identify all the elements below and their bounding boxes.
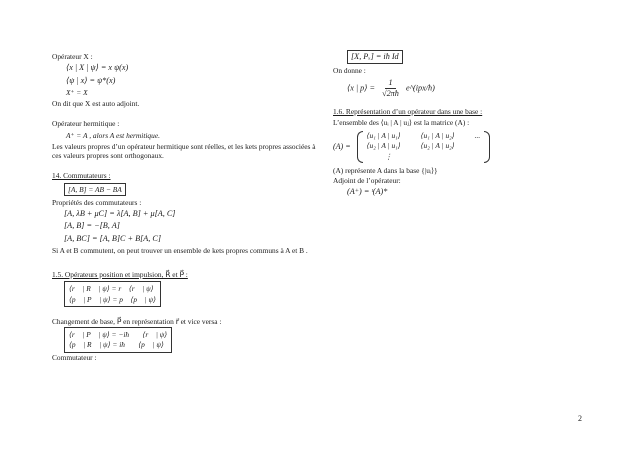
pos-eq-p: ⟨p⃗ | P⃗ | ψ⟩ = p⃗ ⟨p⃗ | ψ⟩ [69,294,157,304]
on-donne: On donne : [333,66,366,76]
prop-antisymmetry: [A, B] = −[B, A] [64,221,120,231]
comm-xp-box: [X, Pₓ] = iħ Id [347,50,403,64]
represents-text: (A) représente A dans la base {|uᵢ⟩} [333,165,438,175]
adjoint-heading: Adjoint de l’opérateur: [333,175,401,185]
props-heading: Propriétés des commutateurs : [52,197,142,207]
xp-exp: e^(ipx/ħ) [405,83,435,93]
matrix-cell: ⟨u₁ | A | u₁⟩ [366,130,401,140]
matrix-cell: ⋮ [384,151,393,161]
xp-eq [347,78,603,100]
commutator-label: Commutateur : [52,352,97,362]
herm-text: Les valeurs propres d’un opérateur hermitique sont réelles, et les kets propres associées à ces valeurs propres sont orthogonaux. [52,141,316,160]
eq-x-adjoint: X⁺ = X [66,87,88,97]
matrix [357,131,491,163]
herm-def: A⁺ = A , alors A est hermitique. [66,130,160,140]
rep-heading: 1.6. Représentation d’un opérateur dans une base : [333,107,483,116]
prop-product: [A, BC] = [A, B]C + B[A, C] [64,233,162,243]
matrix-cell [421,152,465,163]
rep-text: L’ensemble des ⟨uᵢ | A | uⱼ⟩ est la matrice (A) : [333,118,470,128]
prop-linearity: [A, λB + μC] = λ[A, B] + μ[A, C] [64,209,176,218]
change-eq-r: ⟨r⃗ | P⃗ | ψ⟩ = −iħ∇⃗ ⟨r⃗ | ψ⟩ [69,330,168,339]
self-adjoint-text: On dit que X est auto adjoint. [52,99,140,108]
matrix-label: (A) = [333,141,351,151]
xp-fraction [379,78,402,100]
change-eq-p: ⟨p⃗ | R⃗ | ψ⟩ = iħ∇⃗ ⟨p⃗ | ψ⟩ [69,340,164,350]
xp-den: √2πħ [382,88,399,98]
page-number: 2 [578,414,582,423]
left-column [52,52,317,363]
matrix-row [367,152,481,163]
matrix-row [367,141,481,152]
adjoint-eq: (A⁺) = ᵗ(A)* [347,187,388,197]
pos-eq-r: ⟨r⃗ | R⃗ | ψ⟩ = r⃗ ⟨r⃗ | ψ⟩ [69,284,154,294]
comm-heading: 14. Commutateurs : [52,171,111,181]
eq-x-action: ⟨x | X | ψ⟩ = x ψ(x) [66,63,129,73]
xp-num: 1 [385,78,395,89]
matrix-equation [333,131,603,163]
pos-eq-box [64,281,161,307]
matrix-cell: ⟨u₁ | A | u₂⟩ [420,130,455,140]
commute-text: Si A et B commutent, on peut trouver un ensemble de kets propres communs à A et B . [52,245,308,255]
herm-heading: Opérateur hermitique : [52,119,120,129]
pos-heading: 1.5. Opérateurs position et impulsion, R⃗ et P⃗ : [52,270,188,279]
matrix-cell: ⟨u₂ | A | u₁⟩ [366,141,401,151]
xp-lhs: ⟨x | p⟩ = [347,83,376,93]
change-heading: Changement de base, P⃗ en représentation r⃗ et vice versa : [52,316,222,326]
matrix-cell: ⟨u₂ | A | u₂⟩ [420,141,455,151]
right-column [333,48,603,199]
comm-def-box: [A, B] = AB − BA [64,183,126,196]
op-x-heading: Opérateur X : [52,52,93,61]
change-eq-box [64,327,172,353]
matrix-row [367,131,481,142]
eq-x-wavefunction: ⟨ψ | x⟩ = ψ*(x) [66,75,116,85]
matrix-cell: ... [474,130,481,140]
